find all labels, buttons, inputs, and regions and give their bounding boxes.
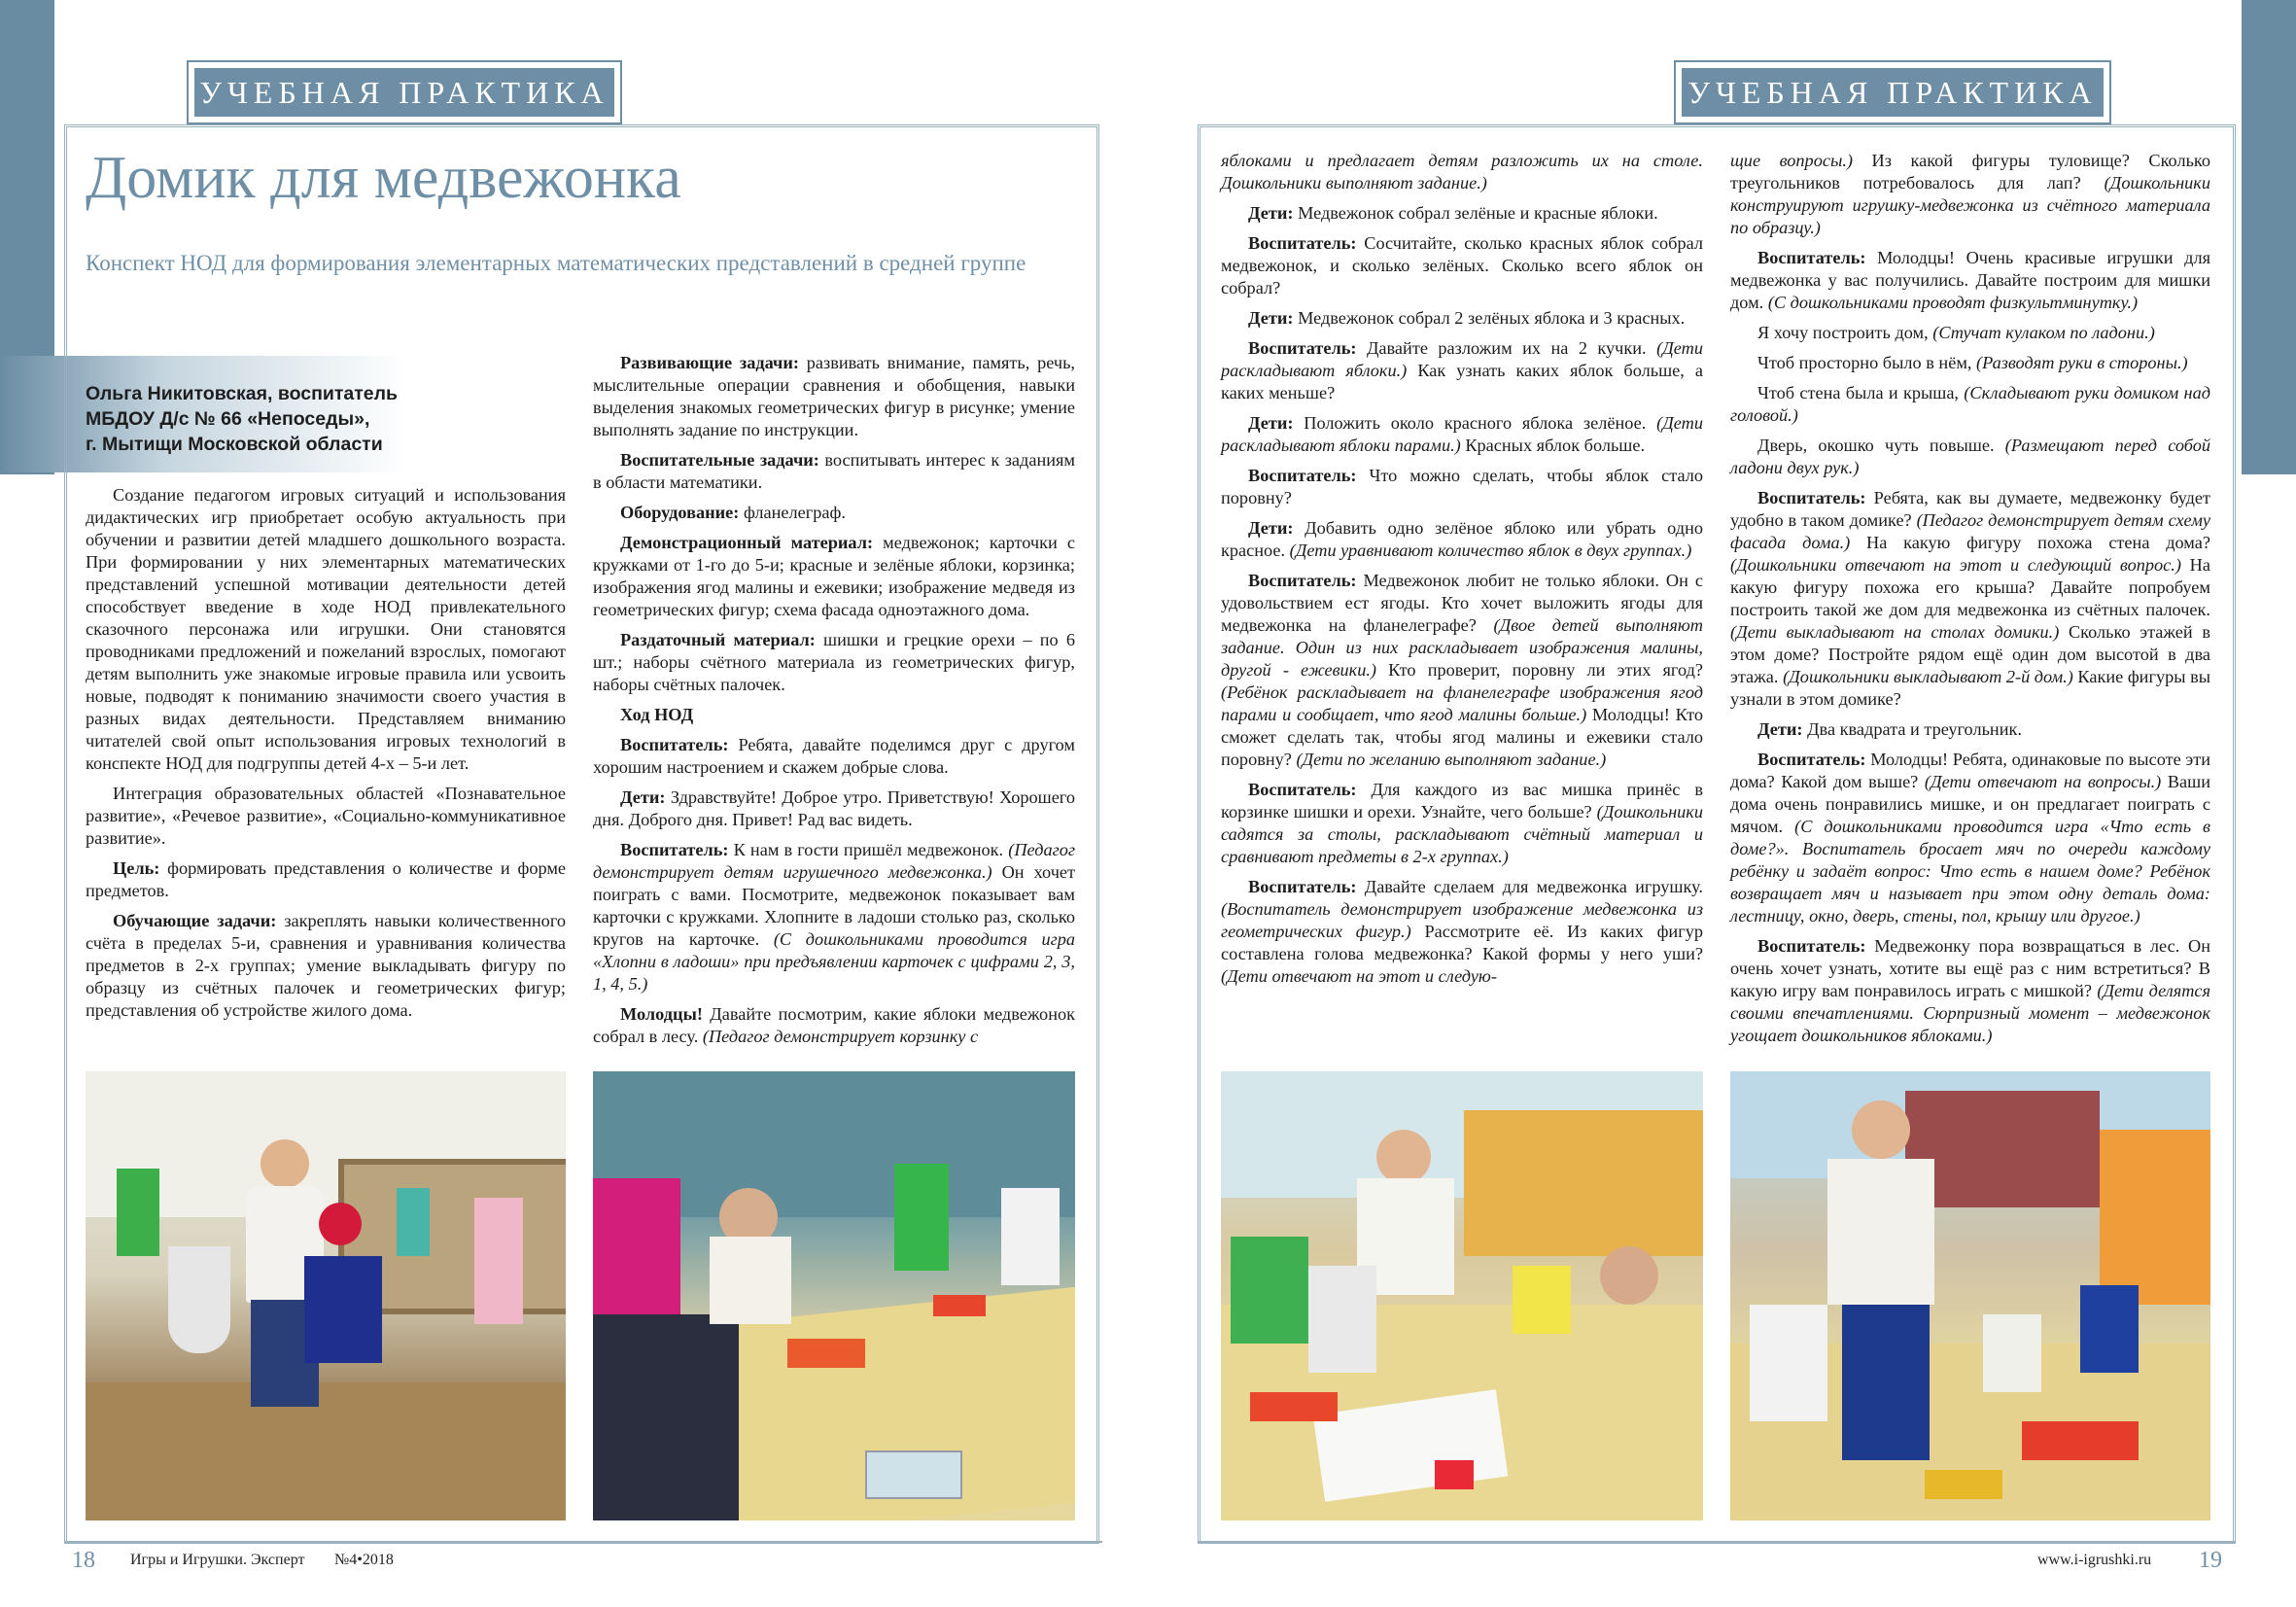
label: Воспитатель: — [1248, 571, 1357, 590]
photo-teacher-with-children — [1730, 1071, 2210, 1520]
label: Дети: — [620, 787, 666, 807]
journal-name: Игры и Игрушки. Эксперт — [130, 1552, 305, 1568]
paragraph — [1730, 150, 2210, 239]
text: Сосчитайте, сколько красных яблок собрал медвежонок, и сколько зелёных. Сколько всего яблок он собрал? — [1221, 233, 1703, 297]
text: На какую фигуру похожа его крыша? Давайте попробуем построить такой же дом для медвежонка из счётных палочек. — [1730, 555, 2210, 619]
author-name: Ольга Никитовская, воспитатель — [86, 383, 399, 404]
text: Добавить одно зелёное яблоко или убрать одно красное. — [1221, 518, 1703, 560]
text: Как узнать каких яблок больше, а каких меньше? — [1221, 361, 1703, 402]
label: Обучающие задачи: — [113, 911, 277, 930]
section-tab-right: УЧЕБНАЯ ПРАКТИКА — [1682, 68, 2104, 117]
remark: (Дошкольники отвечают на этот и следующий вопрос.) — [1730, 555, 2181, 575]
paragraph — [593, 786, 1075, 831]
remark: (Воспитатель демонстрирует изображение медвежонка из геометрических фигур.) — [1221, 899, 1703, 941]
text: Ваши дома очень понравились мишке, и он предлагает поиграть с мячом. — [1730, 772, 2210, 836]
label: Цель: — [113, 858, 160, 878]
text: Для каждого из вас мишка принёс в корзинке шишки и орехи. Узнайте, чего больше? — [1221, 780, 1703, 821]
text-column-4 — [1730, 150, 2210, 1055]
poem-line — [1730, 382, 2210, 427]
remark: (Дети по желанию выполняют задание.) — [1296, 750, 1607, 769]
text: Медвежонку пора возвращаться в лес. Он очень хочет узнать, хотите вы ещё раз с ним встретиться? В какую игру вам понравилось играть с мишкой? — [1730, 936, 2210, 1000]
paragraph — [1221, 412, 1703, 457]
text: Чтоб просторно было в нём, — [1757, 353, 1977, 372]
text: Медвежонок собрал зелёные и красные яблоки. — [1293, 203, 1658, 223]
text: Какие фигуры вы узнали в этом домике? — [1730, 667, 2211, 709]
text: воспитывать интерес к заданиям в области математики. — [593, 450, 1075, 492]
photo-children-playing-ball — [86, 1071, 566, 1520]
remark: щие вопросы.) — [1730, 151, 1853, 170]
issue-number: №4•2018 — [334, 1552, 394, 1568]
remark: (Дети раскладывают яблоки.) — [1221, 338, 1703, 380]
label: Дети: — [1248, 413, 1294, 433]
paragraph — [1221, 232, 1703, 299]
label: Развивающие задачи: — [620, 353, 799, 372]
text: Молодцы! Кто сможет сделать так, чтобы ягод малины и ежевики стало поровну? — [1221, 705, 1703, 769]
paragraph — [593, 839, 1075, 996]
remark: (Педагог демонстрирует детям игрушечного медвежонка.) — [593, 840, 1075, 882]
label: Демонстрационный материал: — [620, 533, 874, 552]
photo-children-at-tables — [593, 1071, 1075, 1520]
label: Дети: — [1248, 518, 1294, 538]
text: Рассмотрите её. Из каких фигур составлена голова медвежонка? Какой формы у него уши? — [1221, 922, 1703, 963]
text: Два квадрата и треугольник. — [1802, 719, 2022, 739]
text: Сколько этажей в этом доме? Постройте рядом ещё один дом высотой в два этажа. — [1730, 622, 2210, 686]
paragraph — [593, 532, 1075, 621]
label: Дети: — [1248, 308, 1294, 328]
paragraph — [1221, 337, 1703, 404]
author-block — [86, 381, 398, 457]
article-title: Домик для медвежонка — [86, 145, 681, 211]
remark: (Ребёнок раскладывает на фланелеграфе изображения ягод парами и сообщает, что ягод малины больше.) — [1221, 682, 1703, 724]
page-number-left: 18 — [72, 1548, 95, 1573]
remark: (Педагог демонстрирует корзинку с — [702, 1027, 979, 1046]
remark: (Дети делятся своими впечатлениями. Сюрпризный момент – медвежонок угощает дошкольников яблоками.) — [1730, 981, 2211, 1045]
paragraph: Создание педагогом игровых ситуаций и использования дидактических игр приобретает особую актуальность при обучении и развитии детей младшего дошкольного возраста. При формировании у них элементарных математических представлений успешной мотивации деятельности детей способствует введение в ходе НОД привлекательного сказочного персонажа или игрушки. Они становятся проводниками предложений и пожеланий взрослых, помогают детям выполнить уже знакомые игровые правила или усвоить новые, подводят к пониманию значимости своего участия в разных видах деятельности. Представляем вниманию читателей свой опыт использования игровых технологий в конспекте НОД для подгруппы детей 4-х – 5-и лет. — [86, 485, 566, 773]
label: Дети: — [1757, 719, 1803, 739]
remark: яблоками и предлагает детям разложить их на столе. Дошкольники выполняют задание.) — [1221, 151, 1703, 192]
page-number-right: 19 — [2199, 1548, 2222, 1573]
text-column-3 — [1221, 150, 1703, 996]
footer-divider-right — [1198, 1541, 2236, 1543]
section-heading — [593, 704, 1075, 726]
label: Воспитательные задачи: — [620, 450, 819, 470]
text: Медвежонок собрал 2 зелёных яблока и 3 красных. — [1293, 308, 1686, 328]
text: медвежонок; карточки с кружками от 1-го до 5-и; красные и зелёные яблоки, корзинка; изображения ягод малины и ежевики; изображение медведя из геометрических фигур; схема фасада одноэтажного дома. — [593, 533, 1075, 619]
author-city: г. Мытищи Московской области — [86, 434, 383, 455]
text-column-2 — [593, 352, 1075, 1056]
paragraph — [86, 857, 566, 902]
paragraph — [1730, 718, 2210, 741]
section-tab-left: УЧЕБНАЯ ПРАКТИКА — [194, 68, 614, 117]
label: Воспитатель: — [620, 840, 729, 859]
paragraph — [593, 352, 1075, 441]
label: Дети: — [1248, 203, 1294, 223]
paragraph — [1221, 150, 1703, 194]
paragraph — [1221, 876, 1703, 988]
paragraph — [593, 1003, 1075, 1048]
remark: (Дошкольники садятся за столы, раскладывают счётный материал и сравнивают предметы в 2-х группах.) — [1221, 802, 1703, 866]
text: Я хочу построить дом, — [1757, 323, 1933, 342]
text: Ребята, как вы думаете, медвежонку будет удобно в таком домике? — [1730, 488, 2210, 530]
remark: (С дошкольниками проводят физкультминутку.) — [1767, 293, 2139, 312]
remark: (Стучат кулаком по ладони.) — [1932, 323, 2155, 342]
text: Что можно сделать, чтобы яблок стало поровну? — [1221, 466, 1703, 507]
label: Воспитатель: — [1757, 248, 1866, 267]
text: Молодцы! Ребята, одинаковые по высоте эти дома? Какой дом выше? — [1730, 750, 2210, 791]
paragraph: Интеграция образовательных областей «Познавательное развитие», «Речевое развитие», «Социально-коммуникативное развитие». — [86, 784, 566, 848]
text: Дверь, окошко чуть повыше. — [1757, 436, 2005, 455]
text: формировать представления о количестве и форме предметов. — [86, 858, 566, 900]
remark: (Разводят руки в стороны.) — [1976, 353, 2188, 372]
remark: (Дошкольники выкладывают 2-й дом.) — [1783, 667, 2073, 686]
paragraph — [593, 449, 1075, 494]
website-link[interactable]: www.i-igrushki.ru — [2037, 1552, 2152, 1568]
remark: (Двое детей выполняют задание. Один из них раскладывает изображения малины, другой - ежевики.) — [1221, 615, 1703, 680]
label: Воспитатель: — [1757, 936, 1866, 956]
footer-divider-left — [64, 1541, 1102, 1543]
poem-line — [1730, 435, 2210, 479]
remark: (Дети отвечают на этот и следую- — [1221, 966, 1497, 986]
paragraph — [593, 734, 1075, 779]
text: На какую фигуру похожа стена дома? — [1850, 533, 2210, 552]
remark: (Дошкольники конструируют игрушку-медвежонка из счётного материала по образцу.) — [1730, 173, 2210, 237]
text-column-1 — [86, 484, 566, 1030]
paragraph — [1730, 487, 2210, 711]
paragraph — [1221, 517, 1703, 562]
paragraph — [1221, 307, 1703, 330]
label: Оборудование: — [620, 503, 740, 522]
text: Давайте посмотрим, какие яблоки медвежонок собрал в лесу. — [593, 1004, 1075, 1046]
text: закреплять навыки количественного счёта в пределах 5-и, сравнения и уравнивания количества предметов в 2-х группах; умение выкладывать фигуру по образцу из счётных палочек и геометрических фигур; представления об устройстве жилого дома. — [86, 911, 566, 1020]
author-org: МБДОУ Д/с № 66 «Непоседы», — [86, 408, 370, 430]
paragraph — [1221, 570, 1703, 771]
paragraph — [1730, 247, 2210, 314]
text: Из какой фигуры туловище? Сколько треугольников потребовалось для лап? — [1730, 151, 2210, 192]
remark: (Дети раскладывают яблоки парами.) — [1221, 413, 1703, 455]
text: Кто проверит, поровну ли этих ягод? — [1376, 660, 1703, 680]
remark: (Дети отвечают на вопросы.) — [1924, 772, 2162, 791]
text: Давайте сделаем для медвежонка игрушку. — [1356, 877, 1703, 896]
label: Воспитатель: — [1248, 877, 1357, 896]
label: Раздаточный материал: — [620, 630, 816, 649]
label: Воспитатель: — [1248, 466, 1357, 485]
label: Воспитатель: — [1757, 488, 1866, 507]
paragraph — [593, 502, 1075, 524]
poem-line — [1730, 352, 2210, 374]
text: Давайте разложим их на 2 кучки. — [1356, 338, 1657, 358]
text: Чтоб стена была и крыша, — [1757, 383, 1965, 402]
remark: (Дети выкладывают на столах домики.) — [1730, 622, 2060, 642]
label: Воспитатель: — [1757, 750, 1866, 769]
poem-line — [1730, 322, 2210, 344]
remark: (Складывают руки домиком над головой.) — [1730, 383, 2210, 425]
text: развивать внимание, память, речь, мыслительные операции сравнения и обобщения, навыки выделения знакомых геометрических фигур в рисунке; умение выполнять задание по инструкции. — [593, 353, 1075, 439]
remark: (Педагог демонстрирует детям схему фасада дома.) — [1730, 510, 2210, 552]
paragraph — [1730, 935, 2210, 1047]
label: Воспитатель: — [1248, 780, 1357, 799]
label: Воспитатель: — [1248, 338, 1357, 358]
text: фланелеграф. — [739, 503, 846, 522]
right-edge-bar — [2242, 0, 2296, 474]
paragraph — [86, 910, 566, 1022]
remark: (С дошкольниками проводится игра «Что есть в доме?». Воспитатель бросает мяч по очереди каждому ребёнку и задаёт вопрос: Что есть в нашем доме? Ребёнок возвращает мяч и называет при этом одну деталь дома: лестницу, окно, дверь, стены, пол, крышу или другое.) — [1730, 817, 2210, 926]
text: К нам в гости пришёл медвежонок. — [728, 840, 1009, 859]
text: Красных яблок больше. — [1460, 436, 1646, 455]
paragraph — [1221, 465, 1703, 509]
text: Положить около красного яблока зелёное. — [1293, 413, 1657, 433]
remark: (Дети уравнивают количество яблок в двух группах.) — [1289, 541, 1692, 560]
label: Ход НОД — [620, 705, 694, 724]
text: Молодцы! Очень красивые игрушки для медвежонка у вас получились. Давайте построим для мишки дом. — [1730, 248, 2210, 312]
article-subtitle: Конспект НОД для формирования элементарных математических представлений в средней группе — [86, 251, 1026, 275]
remark: (Размещают перед собой ладони двух рук.) — [1730, 436, 2210, 477]
text: Медвежонок любит не только яблоки. Он с удовольствием ест ягоды. Кто хочет выложить ягоды для медвежонка на фланелеграфе? — [1221, 571, 1703, 635]
label: Воспитатель: — [1248, 233, 1357, 253]
text: Ребята, давайте поделимся друг с другом хорошим настроением и скажем добрые слова. — [593, 735, 1075, 777]
label: Молодцы! — [620, 1004, 703, 1024]
paragraph — [1221, 202, 1703, 225]
remark: (С дошкольниками проводится игра «Хлопни в ладоши» при предъявлении карточек с цифрами 2, 3, 1, 4, 5.) — [593, 929, 1075, 994]
paragraph — [1221, 779, 1703, 868]
label: Воспитатель: — [620, 735, 729, 754]
paragraph — [1730, 749, 2210, 927]
text: шишки и грецкие орехи – по 6 шт.; наборы счётного материала из геометрических фигур, наборы счётных палочек. — [593, 630, 1075, 694]
photo-children-building-shapes — [1221, 1071, 1703, 1520]
text: Здравствуйте! Доброе утро. Приветствую! Хорошего дня. Доброго дня. Привет! Рад вас видеть. — [593, 787, 1075, 829]
paragraph — [593, 629, 1075, 696]
text: Он хочет поиграть с вами. Посмотрите, медвежонок показывает вам карточки с кружками. Хлопните в ладоши столько раз, сколько кругов на карточке. — [593, 862, 1075, 949]
